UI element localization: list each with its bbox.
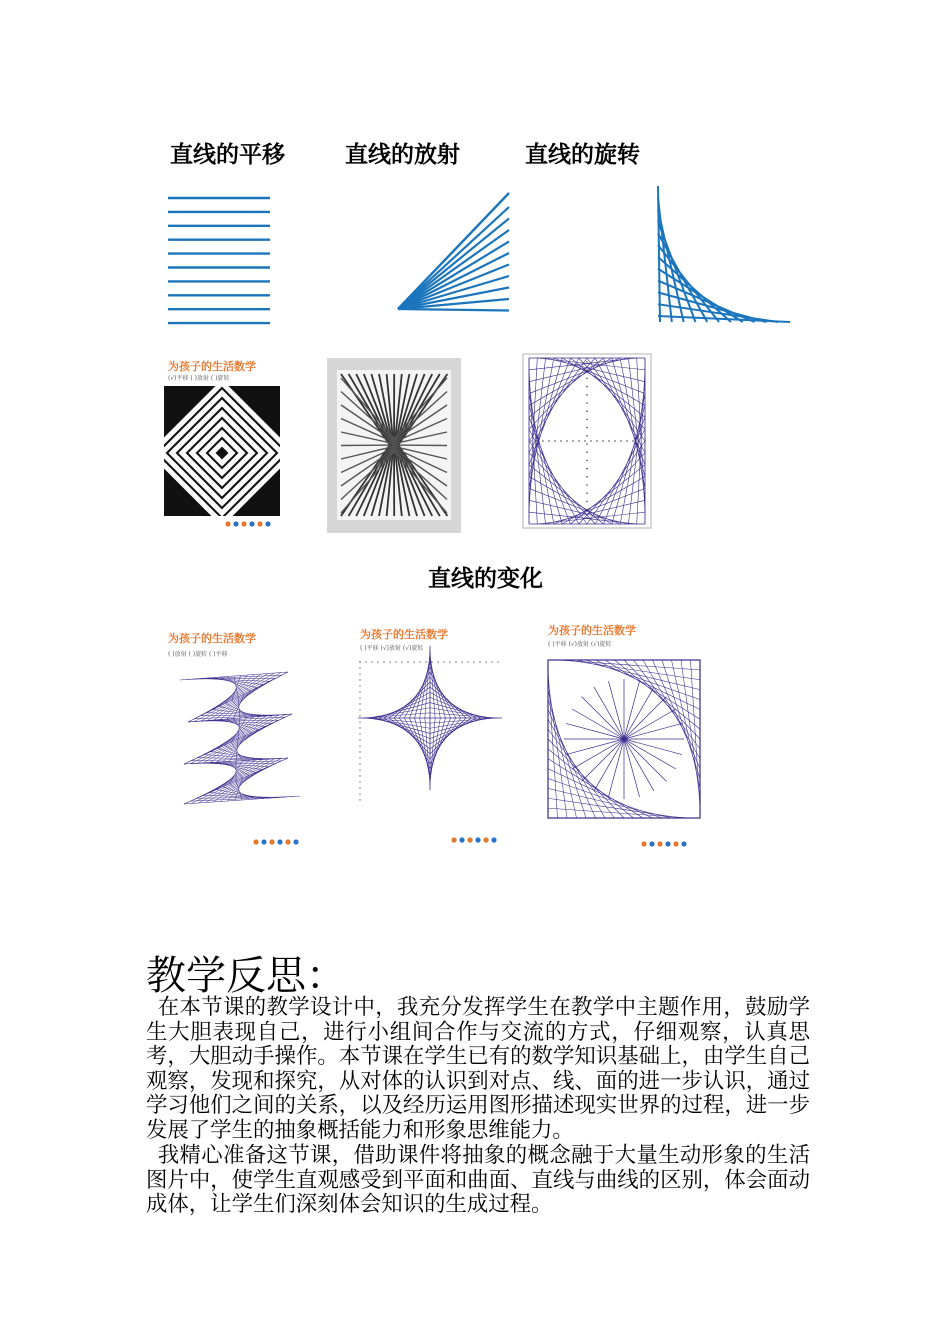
- card-logo: 为孩子的生活数学: [548, 624, 636, 637]
- dot-marker: [419, 661, 420, 662]
- card-character-icon: [483, 837, 488, 842]
- reflection-paragraph-1: 在本节课的教学设计中，我充分发挥学生在教学中主题作用，鼓励学生大胆表现自己，进行小组间合作与交流的方式，仔细观察，认真思考，大胆动手操作。本节课在学生已有的数学知识基础上，由学生自己观察，发现和探究，从对体的认识到对点、线、面的进一步认识，通过学习他们之间的关系，以及经历运用图形描述现实世界的过程，进一步发展了学生的抽象概括能力和形象思维能力。: [146, 995, 810, 1143]
- dot-marker: [365, 661, 366, 662]
- caption-line-translation: 直线的平移: [170, 142, 285, 168]
- card-character-icon: [681, 841, 686, 846]
- dot-marker: [431, 661, 432, 662]
- dot-marker: [572, 440, 574, 442]
- rotating-lines-figure: [650, 182, 795, 327]
- card-logo: 为孩子的生活数学: [168, 632, 256, 645]
- dot-marker: [586, 369, 588, 371]
- dot-marker: [437, 661, 438, 662]
- dot-marker: [586, 468, 588, 470]
- dot-marker: [359, 757, 360, 758]
- card-character-icon: [673, 841, 678, 846]
- dot-marker: [542, 440, 544, 442]
- card-character-icon: [475, 837, 480, 842]
- dot-marker: [586, 394, 588, 396]
- card-caption: (√)平移 ( )放射 ( )旋转: [168, 375, 230, 382]
- dot-marker: [586, 410, 588, 412]
- card-character-icon: [293, 839, 298, 844]
- dot-marker: [536, 440, 538, 442]
- dot-marker: [359, 697, 360, 698]
- card-character-icon: [261, 839, 266, 844]
- dot-marker: [359, 733, 360, 734]
- dot-marker: [395, 661, 396, 662]
- dot-marker: [359, 739, 360, 740]
- dot-marker: [413, 661, 414, 662]
- dot-marker: [586, 378, 588, 380]
- dot-marker: [586, 509, 588, 511]
- radiating-line: [398, 265, 509, 310]
- dot-marker: [586, 419, 588, 421]
- card-character-icon: [249, 521, 254, 526]
- dot-marker: [359, 667, 360, 668]
- dot-marker: [359, 703, 360, 704]
- dot-marker: [614, 440, 616, 442]
- dot-marker: [359, 799, 360, 800]
- dot-marker: [644, 440, 646, 442]
- photo-leaf-string-art-card: [544, 622, 707, 856]
- dot-marker: [586, 517, 588, 519]
- dot-marker: [377, 661, 378, 662]
- dot-marker: [596, 440, 598, 442]
- dot-marker: [425, 661, 426, 662]
- dot-marker: [359, 787, 360, 788]
- dot-marker: [359, 781, 360, 782]
- photo-zigzag-string-art-card: [160, 628, 312, 856]
- card-character-icon: [225, 521, 230, 526]
- dot-marker: [584, 440, 586, 442]
- card-character-icon: [451, 837, 456, 842]
- dot-marker: [586, 484, 588, 486]
- card-character-icon: [657, 841, 662, 846]
- card-character-icon: [459, 837, 464, 842]
- radiating-line: [398, 219, 509, 310]
- dot-marker: [530, 440, 532, 442]
- dot-marker: [359, 691, 360, 692]
- dot-marker: [383, 661, 384, 662]
- dot-marker: [479, 661, 480, 662]
- dot-marker: [485, 661, 486, 662]
- hourglass-pattern: [341, 374, 447, 516]
- dot-marker: [443, 661, 444, 662]
- parallel-lines-figure: [160, 190, 280, 325]
- dot-marker: [389, 661, 390, 662]
- card-character-icon: [241, 521, 246, 526]
- dot-marker: [586, 460, 588, 462]
- reflection-paragraph-2: 我精心准备这节课，借助课件将抽象的概念融于大量生动形象的生活图片中，使学生直观感受到平面和曲面、直线与曲线的区别，体会面动成体，让学生们深刻体会知识的生成过程。: [146, 1143, 810, 1217]
- card-background: [160, 628, 312, 856]
- card-caption: ( )平移 (√)放射 (√)旋转: [548, 641, 612, 648]
- dot-marker: [586, 427, 588, 429]
- dot-marker: [586, 386, 588, 388]
- card-character-icon: [285, 839, 290, 844]
- card-character-icon: [269, 839, 274, 844]
- dot-marker: [359, 679, 360, 680]
- dot-marker: [371, 661, 372, 662]
- caption-line-rotation: 直线的旋转: [525, 142, 640, 168]
- dot-marker: [586, 402, 588, 404]
- dot-marker: [491, 661, 492, 662]
- card-character-icon: [253, 839, 258, 844]
- card-footer: [164, 516, 280, 533]
- dot-marker: [359, 775, 360, 776]
- dot-marker: [359, 793, 360, 794]
- radiating-line: [398, 207, 509, 309]
- dot-marker: [602, 440, 604, 442]
- dot-marker: [401, 661, 402, 662]
- card-character-icon: [277, 839, 282, 844]
- dot-marker: [359, 721, 360, 722]
- card-character-icon: [467, 837, 472, 842]
- photo-oval-string-art-card: [521, 352, 655, 532]
- dot-marker: [590, 440, 592, 442]
- dot-marker: [359, 745, 360, 746]
- dot-marker: [449, 661, 450, 662]
- card-character-icon: [265, 521, 270, 526]
- dot-marker: [359, 673, 360, 674]
- photo-astroid-string-art-card: [354, 626, 506, 856]
- caption-line-change: 直线的变化: [428, 566, 543, 592]
- reflection-heading: 教学反思：: [146, 953, 346, 999]
- card-caption: ( )放射 ( )旋转 ( )平移: [168, 651, 228, 658]
- card-character-icon: [641, 841, 646, 846]
- dot-marker: [586, 435, 588, 437]
- dot-marker: [586, 443, 588, 445]
- dot-marker: [548, 440, 550, 442]
- dot-marker: [359, 709, 360, 710]
- card-character-icon: [649, 841, 654, 846]
- dot-marker: [473, 661, 474, 662]
- card-character-icon: [491, 837, 496, 842]
- dot-marker: [407, 661, 408, 662]
- dot-marker: [359, 685, 360, 686]
- radiating-lines-figure: [390, 185, 515, 315]
- dot-marker: [566, 440, 568, 442]
- dot-marker: [359, 661, 360, 662]
- dot-marker: [632, 440, 634, 442]
- dot-marker: [554, 440, 556, 442]
- dot-marker: [359, 763, 360, 764]
- radiating-line: [398, 309, 509, 311]
- dot-marker: [467, 661, 468, 662]
- dot-marker: [608, 440, 610, 442]
- dot-marker: [461, 661, 462, 662]
- dot-marker: [359, 715, 360, 716]
- dot-marker: [620, 440, 622, 442]
- dot-marker: [638, 440, 640, 442]
- dot-marker: [359, 727, 360, 728]
- dot-marker: [586, 361, 588, 363]
- card-logo: 为孩子的生活数学: [168, 360, 256, 373]
- dot-marker: [497, 661, 498, 662]
- card-logo: 为孩子的生活数学: [360, 628, 448, 641]
- dot-marker: [586, 492, 588, 494]
- card-character-icon: [665, 841, 670, 846]
- dot-marker: [359, 751, 360, 752]
- dot-marker: [586, 476, 588, 478]
- dot-marker: [578, 440, 580, 442]
- caption-line-radiation: 直线的放射: [345, 142, 460, 168]
- card-character-icon: [257, 521, 262, 526]
- dot-marker: [455, 661, 456, 662]
- dot-marker: [560, 440, 562, 442]
- dot-marker: [359, 769, 360, 770]
- dot-marker: [626, 440, 628, 442]
- dot-marker: [586, 501, 588, 503]
- card-character-icon: [233, 521, 238, 526]
- photo-diamond-pattern-card: [164, 358, 280, 533]
- photo-hourglass-pattern-card: [327, 358, 461, 533]
- card-caption: ( )平移 (√)放射 (√)旋转: [360, 645, 424, 652]
- dot-marker: [586, 451, 588, 453]
